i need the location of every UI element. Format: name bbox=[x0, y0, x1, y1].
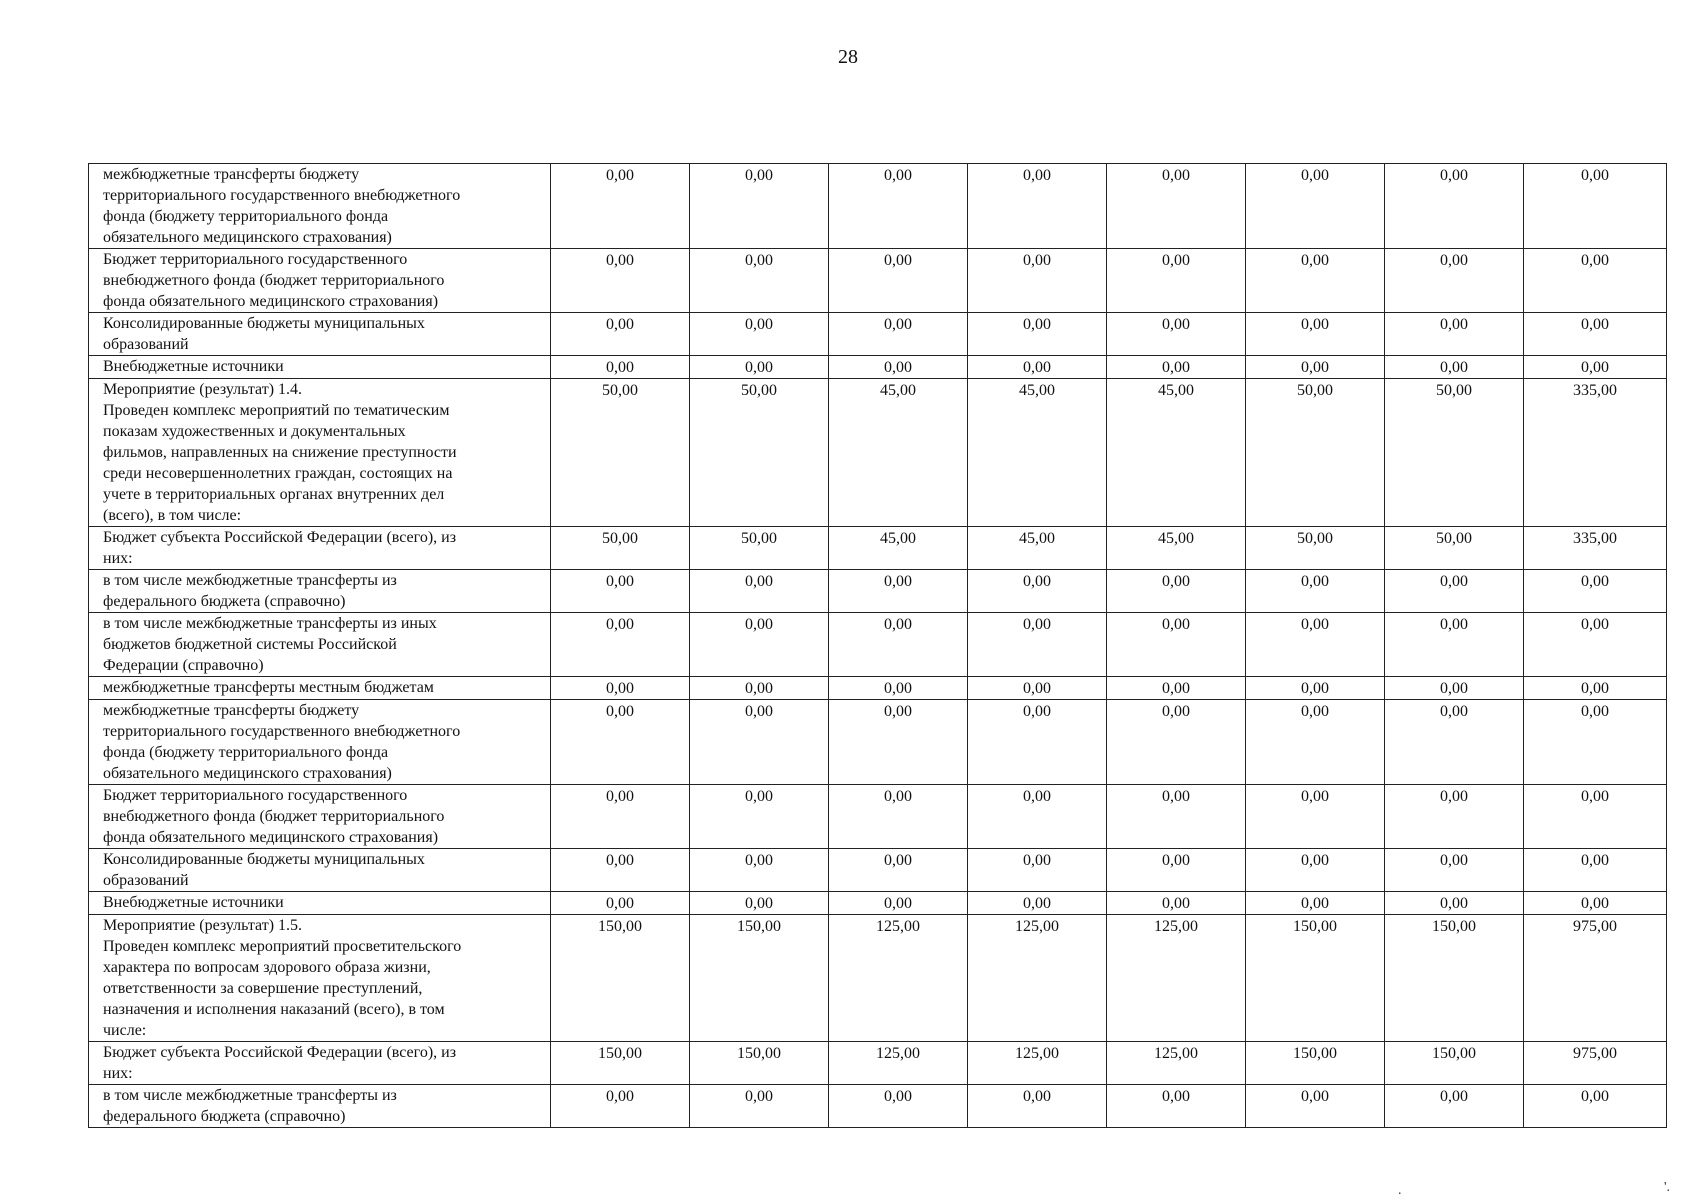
table-row bbox=[89, 892, 1667, 915]
scan-speck: '. bbox=[1664, 1180, 1671, 1195]
row-description: в том числе межбюджетные трансферты из федерального бюджета (справочно) bbox=[89, 1085, 551, 1128]
table-row bbox=[89, 1085, 1667, 1128]
value-cell: 0,00 bbox=[690, 249, 829, 313]
value-cell: 0,00 bbox=[1385, 849, 1524, 892]
table-body bbox=[89, 164, 1667, 1128]
value-cell: 0,00 bbox=[551, 613, 690, 677]
value-cell: 150,00 bbox=[690, 915, 829, 1042]
value-cell-total: 0,00 bbox=[1524, 356, 1667, 379]
row-description: в том числе межбюджетные трансферты из федерального бюджета (справочно) bbox=[89, 570, 551, 613]
value-cell: 0,00 bbox=[829, 570, 968, 613]
value-cell: 0,00 bbox=[690, 164, 829, 249]
value-cell-total: 0,00 bbox=[1524, 164, 1667, 249]
value-cell: 0,00 bbox=[829, 892, 968, 915]
value-cell: 0,00 bbox=[829, 164, 968, 249]
value-cell: 0,00 bbox=[551, 356, 690, 379]
value-cell: 0,00 bbox=[968, 1085, 1107, 1128]
row-description: межбюджетные трансферты бюджету территориального государственного внебюджетного фонда (бюджету территориального фонда обязательного медицинского страхования) bbox=[89, 700, 551, 785]
value-cell: 0,00 bbox=[551, 1085, 690, 1128]
value-cell: 50,00 bbox=[1385, 527, 1524, 570]
value-cell: 0,00 bbox=[1385, 892, 1524, 915]
value-cell-total: 0,00 bbox=[1524, 570, 1667, 613]
value-cell: 0,00 bbox=[1385, 785, 1524, 849]
value-cell: 0,00 bbox=[690, 892, 829, 915]
value-cell: 0,00 bbox=[1107, 613, 1246, 677]
value-cell: 0,00 bbox=[690, 1085, 829, 1128]
row-description: Мероприятие (результат) 1.5. Проведен комплекс мероприятий просветительского характера по вопросам здорового образа жизни, ответственности за совершение преступлений, назначения и исполнения наказаний (всего), в том числе: bbox=[89, 915, 551, 1042]
value-cell: 150,00 bbox=[1246, 915, 1385, 1042]
value-cell: 150,00 bbox=[551, 915, 690, 1042]
value-cell: 45,00 bbox=[1107, 379, 1246, 527]
value-cell-total: 335,00 bbox=[1524, 379, 1667, 527]
value-cell-total: 335,00 bbox=[1524, 527, 1667, 570]
value-cell: 0,00 bbox=[690, 356, 829, 379]
value-cell: 0,00 bbox=[1107, 570, 1246, 613]
value-cell-total: 0,00 bbox=[1524, 249, 1667, 313]
value-cell: 0,00 bbox=[1107, 249, 1246, 313]
value-cell: 0,00 bbox=[968, 313, 1107, 356]
value-cell: 0,00 bbox=[968, 249, 1107, 313]
value-cell: 0,00 bbox=[1246, 785, 1385, 849]
table-row bbox=[89, 313, 1667, 356]
table-row bbox=[89, 1042, 1667, 1085]
value-cell: 0,00 bbox=[1385, 356, 1524, 379]
row-description: Бюджет субъекта Российской Федерации (всего), из них: bbox=[89, 527, 551, 570]
row-description: в том числе межбюджетные трансферты из иных бюджетов бюджетной системы Российской Федерации (справочно) bbox=[89, 613, 551, 677]
value-cell: 0,00 bbox=[551, 700, 690, 785]
value-cell: 45,00 bbox=[829, 527, 968, 570]
value-cell: 0,00 bbox=[1107, 164, 1246, 249]
table-row bbox=[89, 677, 1667, 700]
value-cell: 45,00 bbox=[829, 379, 968, 527]
value-cell: 150,00 bbox=[551, 1042, 690, 1085]
table-row bbox=[89, 849, 1667, 892]
page-number: 28 bbox=[838, 46, 858, 68]
value-cell: 125,00 bbox=[1107, 915, 1246, 1042]
value-cell: 0,00 bbox=[690, 313, 829, 356]
value-cell: 0,00 bbox=[968, 849, 1107, 892]
value-cell-total: 0,00 bbox=[1524, 892, 1667, 915]
row-description: Внебюджетные источники bbox=[89, 892, 551, 915]
value-cell: 0,00 bbox=[968, 677, 1107, 700]
value-cell: 125,00 bbox=[829, 915, 968, 1042]
value-cell: 0,00 bbox=[829, 356, 968, 379]
value-cell: 45,00 bbox=[968, 379, 1107, 527]
table-row bbox=[89, 356, 1667, 379]
value-cell: 50,00 bbox=[1246, 527, 1385, 570]
value-cell: 0,00 bbox=[1246, 356, 1385, 379]
value-cell: 0,00 bbox=[1246, 570, 1385, 613]
scan-speck: . bbox=[1398, 1183, 1402, 1198]
value-cell: 0,00 bbox=[1107, 785, 1246, 849]
value-cell: 0,00 bbox=[1107, 677, 1246, 700]
value-cell: 50,00 bbox=[1246, 379, 1385, 527]
row-description: Бюджет субъекта Российской Федерации (всего), из них: bbox=[89, 1042, 551, 1085]
value-cell: 45,00 bbox=[1107, 527, 1246, 570]
value-cell: 0,00 bbox=[829, 677, 968, 700]
value-cell: 125,00 bbox=[829, 1042, 968, 1085]
value-cell: 0,00 bbox=[1385, 700, 1524, 785]
value-cell-total: 0,00 bbox=[1524, 1085, 1667, 1128]
value-cell: 0,00 bbox=[1246, 1085, 1385, 1128]
value-cell: 0,00 bbox=[1107, 356, 1246, 379]
value-cell: 0,00 bbox=[829, 849, 968, 892]
value-cell: 50,00 bbox=[1385, 379, 1524, 527]
value-cell: 125,00 bbox=[968, 915, 1107, 1042]
value-cell: 0,00 bbox=[1246, 164, 1385, 249]
value-cell: 0,00 bbox=[1385, 613, 1524, 677]
value-cell: 0,00 bbox=[1385, 1085, 1524, 1128]
value-cell: 0,00 bbox=[551, 164, 690, 249]
row-description: Мероприятие (результат) 1.4. Проведен комплекс мероприятий по тематическим показам художественных и документальных фильмов, направленных на снижение преступности среди несовершеннолетних граждан, состоящих на учете в территориальных органах внутренних дел (всего), в том числе: bbox=[89, 379, 551, 527]
value-cell: 0,00 bbox=[690, 613, 829, 677]
value-cell: 0,00 bbox=[1385, 677, 1524, 700]
value-cell: 0,00 bbox=[1246, 677, 1385, 700]
table-row bbox=[89, 613, 1667, 677]
value-cell-total: 0,00 bbox=[1524, 677, 1667, 700]
row-description: межбюджетные трансферты бюджету территориального государственного внебюджетного фонда (бюджету территориального фонда обязательного медицинского страхования) bbox=[89, 164, 551, 249]
value-cell: 0,00 bbox=[1107, 1085, 1246, 1128]
value-cell: 0,00 bbox=[1107, 892, 1246, 915]
value-cell-total: 0,00 bbox=[1524, 613, 1667, 677]
value-cell: 0,00 bbox=[1107, 313, 1246, 356]
value-cell: 0,00 bbox=[551, 677, 690, 700]
value-cell-total: 0,00 bbox=[1524, 785, 1667, 849]
value-cell: 0,00 bbox=[968, 700, 1107, 785]
value-cell: 0,00 bbox=[1246, 892, 1385, 915]
table-row bbox=[89, 249, 1667, 313]
value-cell: 0,00 bbox=[551, 570, 690, 613]
value-cell: 50,00 bbox=[551, 379, 690, 527]
budget-table bbox=[88, 163, 1667, 1128]
value-cell: 0,00 bbox=[1246, 313, 1385, 356]
value-cell: 0,00 bbox=[1246, 249, 1385, 313]
value-cell: 0,00 bbox=[829, 700, 968, 785]
table-row bbox=[89, 379, 1667, 527]
value-cell: 0,00 bbox=[829, 613, 968, 677]
value-cell: 0,00 bbox=[690, 785, 829, 849]
value-cell-total: 975,00 bbox=[1524, 915, 1667, 1042]
value-cell: 0,00 bbox=[551, 892, 690, 915]
value-cell: 125,00 bbox=[1107, 1042, 1246, 1085]
value-cell-total: 975,00 bbox=[1524, 1042, 1667, 1085]
value-cell: 0,00 bbox=[551, 313, 690, 356]
value-cell: 0,00 bbox=[1246, 613, 1385, 677]
value-cell: 0,00 bbox=[1246, 849, 1385, 892]
value-cell: 0,00 bbox=[968, 164, 1107, 249]
value-cell: 125,00 bbox=[968, 1042, 1107, 1085]
value-cell: 0,00 bbox=[1385, 164, 1524, 249]
value-cell: 0,00 bbox=[829, 1085, 968, 1128]
row-description: межбюджетные трансферты местным бюджетам bbox=[89, 677, 551, 700]
value-cell: 0,00 bbox=[551, 249, 690, 313]
value-cell: 150,00 bbox=[1385, 915, 1524, 1042]
value-cell: 0,00 bbox=[690, 570, 829, 613]
row-description: Консолидированные бюджеты муниципальных образований bbox=[89, 849, 551, 892]
table-row bbox=[89, 527, 1667, 570]
row-description: Бюджет территориального государственного внебюджетного фонда (бюджет территориального фонда обязательного медицинского страхования) bbox=[89, 249, 551, 313]
value-cell: 0,00 bbox=[968, 356, 1107, 379]
value-cell: 0,00 bbox=[690, 700, 829, 785]
value-cell: 0,00 bbox=[1246, 700, 1385, 785]
value-cell: 150,00 bbox=[690, 1042, 829, 1085]
value-cell: 0,00 bbox=[551, 849, 690, 892]
value-cell: 50,00 bbox=[551, 527, 690, 570]
table-row bbox=[89, 700, 1667, 785]
value-cell: 0,00 bbox=[829, 785, 968, 849]
table-row bbox=[89, 570, 1667, 613]
value-cell: 150,00 bbox=[1385, 1042, 1524, 1085]
value-cell: 0,00 bbox=[1107, 700, 1246, 785]
table-row bbox=[89, 785, 1667, 849]
row-description: Бюджет территориального государственного внебюджетного фонда (бюджет территориального фонда обязательного медицинского страхования) bbox=[89, 785, 551, 849]
table-row bbox=[89, 915, 1667, 1042]
value-cell: 150,00 bbox=[1246, 1042, 1385, 1085]
row-description: Внебюджетные источники bbox=[89, 356, 551, 379]
value-cell: 45,00 bbox=[968, 527, 1107, 570]
value-cell: 0,00 bbox=[1385, 249, 1524, 313]
row-description: Консолидированные бюджеты муниципальных образований bbox=[89, 313, 551, 356]
value-cell: 0,00 bbox=[968, 613, 1107, 677]
value-cell: 0,00 bbox=[551, 785, 690, 849]
value-cell: 0,00 bbox=[1107, 849, 1246, 892]
table-row bbox=[89, 164, 1667, 249]
value-cell: 0,00 bbox=[829, 313, 968, 356]
value-cell: 0,00 bbox=[968, 785, 1107, 849]
value-cell-total: 0,00 bbox=[1524, 849, 1667, 892]
value-cell: 0,00 bbox=[829, 249, 968, 313]
value-cell: 0,00 bbox=[968, 892, 1107, 915]
value-cell: 0,00 bbox=[690, 677, 829, 700]
value-cell: 0,00 bbox=[1385, 313, 1524, 356]
value-cell-total: 0,00 bbox=[1524, 700, 1667, 785]
value-cell: 0,00 bbox=[1385, 570, 1524, 613]
value-cell-total: 0,00 bbox=[1524, 313, 1667, 356]
value-cell: 50,00 bbox=[690, 379, 829, 527]
value-cell: 0,00 bbox=[690, 849, 829, 892]
value-cell: 0,00 bbox=[968, 570, 1107, 613]
value-cell: 50,00 bbox=[690, 527, 829, 570]
